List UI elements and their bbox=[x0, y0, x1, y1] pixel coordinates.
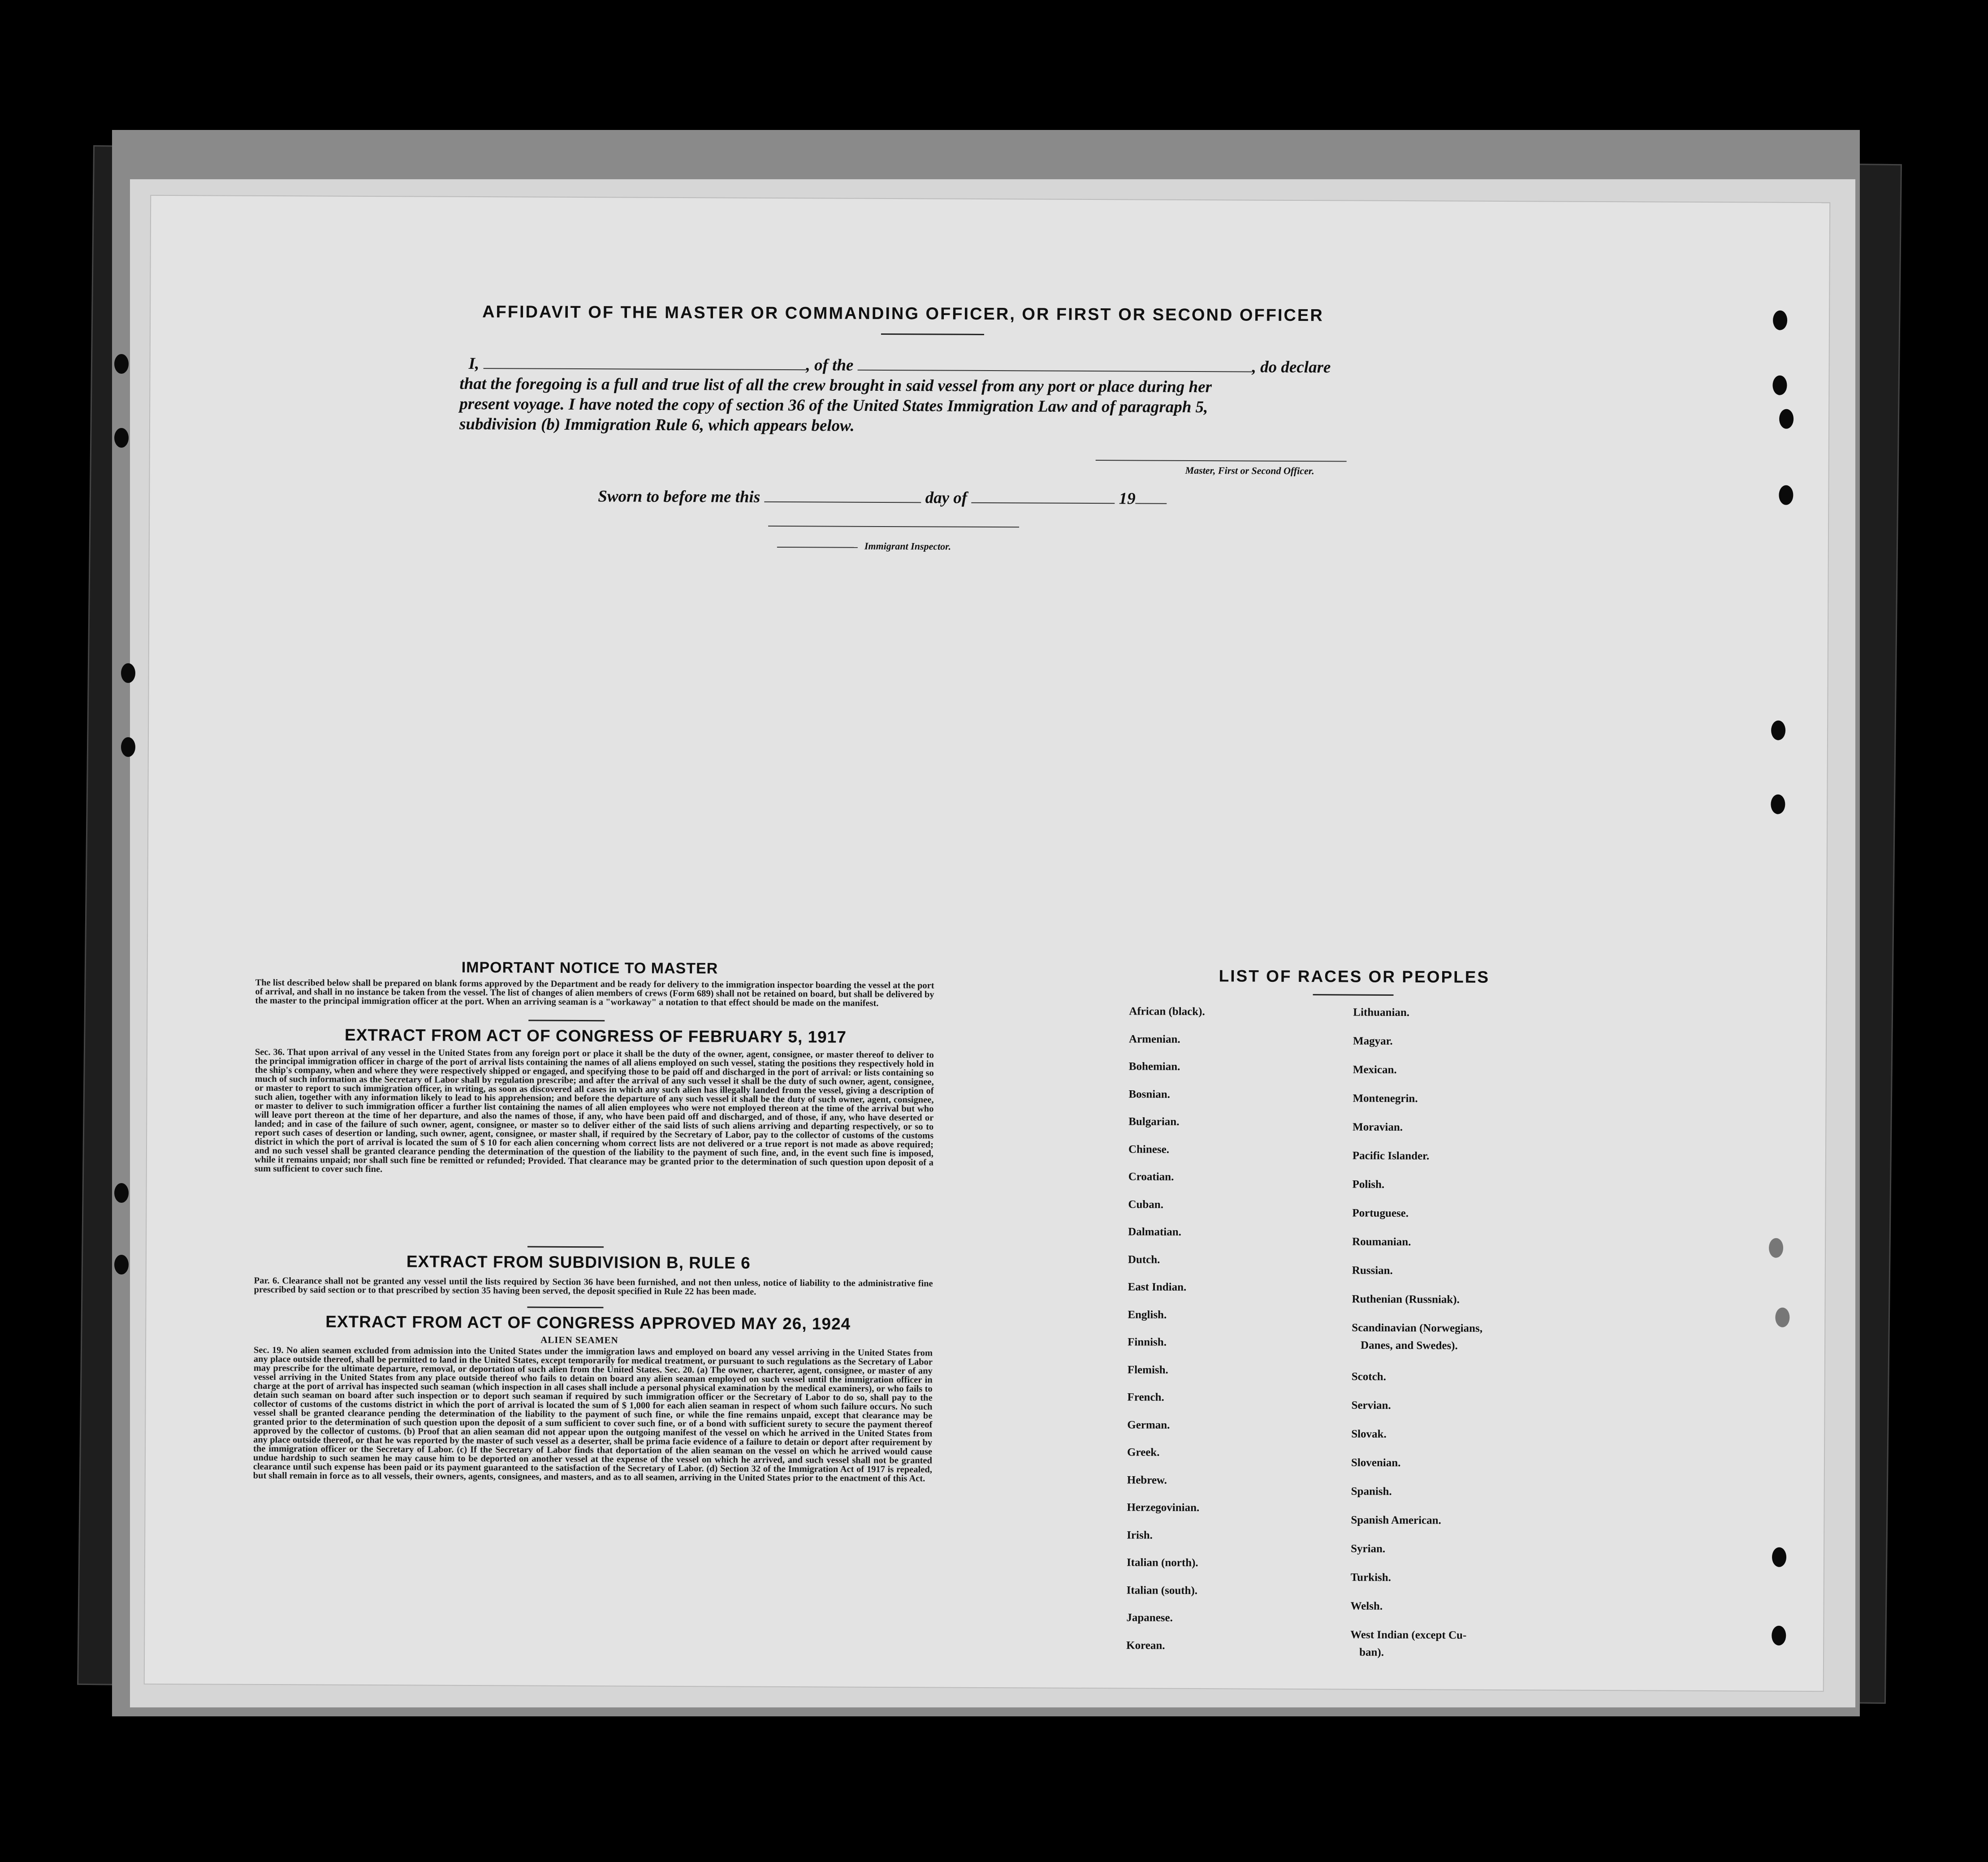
race-item: Danes, and Swedes). bbox=[1361, 1339, 1458, 1352]
divider bbox=[1313, 994, 1394, 996]
affidavit-page bbox=[145, 196, 1829, 1691]
officer-name-field[interactable] bbox=[483, 356, 806, 370]
race-item: Japanese. bbox=[1126, 1611, 1173, 1624]
affidavit-line-3: present voyage. I have noted the copy of section 36 of the United States Immigration Law and of paragraph 5, bbox=[459, 394, 1208, 417]
title-underline bbox=[881, 333, 984, 335]
inspector-short-line bbox=[777, 547, 858, 548]
binder-hole bbox=[121, 663, 135, 683]
race-item: Slovenian. bbox=[1351, 1456, 1401, 1469]
race-item: Hebrew. bbox=[1127, 1473, 1167, 1486]
race-item: Flemish. bbox=[1127, 1363, 1168, 1376]
race-item: Armenian. bbox=[1129, 1033, 1180, 1045]
binder-hole bbox=[1772, 1547, 1786, 1567]
race-item: East Indian. bbox=[1128, 1281, 1187, 1293]
race-item: Chinese. bbox=[1128, 1143, 1170, 1156]
race-item: Servian. bbox=[1351, 1399, 1391, 1412]
race-item: Syrian. bbox=[1351, 1542, 1386, 1555]
inspector-label: Immigrant Inspector. bbox=[864, 540, 951, 552]
alien-seamen-subtitle: ALIEN SEAMEN bbox=[540, 1334, 618, 1346]
race-item: Scandinavian (Norwegians, bbox=[1352, 1322, 1483, 1335]
race-item: Lithuanian. bbox=[1353, 1006, 1410, 1019]
binder-hole bbox=[1779, 485, 1793, 505]
i-label: I, bbox=[468, 354, 480, 373]
master-signature-label: Master, First or Second Officer. bbox=[1185, 464, 1314, 477]
notice-text: The list described below shall be prepared on blank forms approved by the Department and be ready for delivery to the immigration inspector boarding the vessel at the port of arrival, and shall in no instance be taken from the vessel. The list of changes of alien members of crews (Form 689) shall not be retained on board, but shall be delivered by the master to the principal immigration officer at the port. When an arriving seaman is a "workaway" a notation to that effect should be made on the manifest. bbox=[255, 977, 934, 1008]
race-item: Russian. bbox=[1352, 1264, 1393, 1277]
race-item: Polish. bbox=[1352, 1178, 1385, 1191]
day-of-label: day of bbox=[925, 488, 968, 507]
race-item: ban). bbox=[1359, 1646, 1384, 1659]
race-item: Slovak. bbox=[1351, 1428, 1387, 1440]
binder-hole bbox=[114, 428, 129, 448]
affidavit-title: AFFIDAVIT OF THE MASTER OR COMMANDING OFFICER, OR FIRST OR SECOND OFFICER bbox=[482, 302, 1324, 325]
race-item: Portuguese. bbox=[1352, 1207, 1409, 1220]
binder-hole bbox=[1772, 1626, 1786, 1646]
sworn-day-field[interactable] bbox=[764, 490, 921, 503]
race-item: West Indian (except Cu- bbox=[1350, 1629, 1467, 1642]
divider bbox=[527, 1307, 603, 1309]
race-item: Korean. bbox=[1126, 1639, 1165, 1652]
divider bbox=[527, 1246, 604, 1248]
binder-hole bbox=[114, 1255, 129, 1274]
binder-hole bbox=[1773, 311, 1787, 330]
race-item: French. bbox=[1127, 1391, 1164, 1404]
race-item: Montenegrin. bbox=[1353, 1092, 1418, 1105]
binder-hole bbox=[121, 737, 135, 757]
race-item: Scotch. bbox=[1351, 1370, 1386, 1383]
divider bbox=[528, 1020, 605, 1022]
race-item: Mexican. bbox=[1353, 1063, 1397, 1076]
affidavit-line-2: that the foregoing is a full and true list of all the crew brought in said vessel from any port or place during her bbox=[459, 374, 1212, 397]
affidavit-line-4: subdivision (b) Immigration Rule 6, which appears below. bbox=[459, 415, 855, 435]
race-item: Dalmatian. bbox=[1128, 1226, 1182, 1238]
race-item: Cuban. bbox=[1128, 1198, 1164, 1211]
race-item: Bohemian. bbox=[1128, 1060, 1180, 1073]
race-item: Welsh. bbox=[1350, 1600, 1383, 1612]
vessel-name-field[interactable] bbox=[858, 358, 1252, 372]
act-1917-title: EXTRACT FROM ACT OF CONGRESS OF FEBRUARY 5, 1917 bbox=[345, 1025, 847, 1046]
act-1917-text: Sec. 36. That upon arrival of any vessel in the United States from any foreign port or place it shall be the duty of the owner, agent, consignee, or master thereof to deliver to the principal immigration officer in charge of the port of arrival lists containing the names of all aliens employed on such vessel, stating the positions they respectively hold in the ship's company, when and where they were respectively shipped or engaged, and specifying those to be paid off and discharged in the port of arrival: or lists containing so much of such information as the Secretary of Labor shall by regulation prescribe; and after the arrival of any such vessel it shall be the duty of such owner, agent, consignee, or master to report to such immigration officer, in writing, as soon as discovered all cases in which any such alien has illegally landed from the vessel, giving a description of such alien, together with any information likely to lead to his apprehension; and before the departure of any such vessel it shall be the duty of such owner, agent, consignee, or master to deliver to such immigration officer a further list containing the names of all alien employees who were not employed thereon at the time of the arrival but who will leave port thereon at the time of her departure, and also the names of those, if any, who have been paid off and discharged, and of those, if any, who have deserted or landed; and in case of the failure of such owner, agent, consignee, or master so to deliver either of the said lists of such aliens arriving and departing respectively, or so to report such cases of desertion or landing, such owner, agent, consignee, or master shall, if required by the Secretary of Labor, pay to the collector of customs of the customs district in which the port of arrival is located the sum of $ 10 for each alien concerning whom correct lists are not delivered or a true report is not made as above required; and no such vessel shall be granted clearance pending the determination of the question of the liability to the payment of such fine, and, in the event such fine is imposed, while it remains unpaid; nor shall such fine be remitted or refunded; Provided. That clearance may be granted prior to the determination of such question upon deposit of a sum sufficient to cover such fine. bbox=[254, 1047, 934, 1175]
do-declare-label: , do declare bbox=[1252, 358, 1331, 377]
binder-hole bbox=[1769, 1238, 1783, 1258]
sworn-line bbox=[598, 487, 1167, 509]
race-item: Roumanian. bbox=[1352, 1236, 1411, 1249]
race-item: Italian (north). bbox=[1126, 1556, 1198, 1569]
race-item: Bulgarian. bbox=[1128, 1115, 1180, 1128]
sworn-month-field[interactable] bbox=[971, 491, 1115, 504]
race-item: Italian (south). bbox=[1126, 1584, 1198, 1597]
race-item: Ruthenian (Russniak). bbox=[1352, 1293, 1460, 1306]
binder-hole bbox=[1771, 721, 1785, 740]
race-item: Herzegovinian. bbox=[1127, 1501, 1200, 1514]
rule-6-title: EXTRACT FROM SUBDIVISION B, RULE 6 bbox=[406, 1252, 751, 1272]
rule-6-text: Par. 6. Clearance shall not be granted any vessel until the lists required by Section 36 have been furnished, and not then unless, notice of liability to the administrative fine prescribed by said section or to that prescribed by section 35 having been served, the deposit specified in Rule 22 has been made. bbox=[254, 1275, 933, 1297]
race-item: German. bbox=[1127, 1418, 1170, 1431]
races-title: LIST OF RACES OR PEOPLES bbox=[1219, 967, 1490, 986]
binder-hole bbox=[1771, 795, 1785, 814]
race-item: Bosnian. bbox=[1128, 1088, 1171, 1101]
race-item: African (black). bbox=[1129, 1005, 1205, 1018]
master-signature-line[interactable] bbox=[1096, 460, 1347, 462]
race-item: Moravian. bbox=[1353, 1121, 1403, 1134]
act-1924-text: Sec. 19. No alien seamen excluded from admission into the United States under the immigration laws and employed on board any vessel arriving in the United States from any place outside thereof, shall be permitted to land in the United States, except temporarily for medical treatment, or pursuant to such regulations as the Secretary of Labor may prescribe for the ultimate departure, removal, or deportation of such alien from the United States. Sec. 20. (a) The owner, charterer, agent, consignee, or master of any vessel arriving in the United States from any place outside thereof who fails to detain on board any alien seaman employed on such vessel until the immigration officer in charge at the port of arrival has inspected such seaman (which inspection in all cases shall include a personal physical examination by the medical examiners), or who fails to detain such seaman on board after such inspection or to deport such seaman if required by such immigration officer or the Secretary of Labor to do so, shall pay to the collector of customs of the customs district in which the port of arrival is located the sum of $ 1,000 for each alien seaman in respect of whom such failure occurs. No such vessel shall be granted clearance pending the determination of the liability to the payment of such fine, or while the fine remains unpaid, except that clearance may be granted prior to the determination of such question upon the deposit of a sum sufficient to cover such fine, or of a bond with sufficient surety to secure the payment thereof approved by the collector of customs. (b) Proof that an alien seaman did not appear upon the outgoing manifest of the vessel on which he arrived in the United States from any place outside thereof, or that he was reported by the master of such vessel as a deserter, shall be prima facie evidence of a failure to detain or deport after requirement by the immigration officer or the Secretary of Labor. (c) If the Secretary of Labor finds that deportation of the alien seaman on the vessel on which he arrived would cause undue hardship to such seamen he may cause him to be deported on another vessel at the expense of the vessel on which he arrived, and such vessel shall not be granted clearance until such expense has been paid or its payment guaranteed to the satisfaction of the Secretary of Labor. (d) Section 32 of the Immigration Act of 1917 is repealed, but shall remain in force as to all vessels, their owners, agents, consignees, and masters, and as to all seamen, arriving in the United States prior to the enactment of this Act. bbox=[253, 1345, 933, 1484]
binder-hole bbox=[114, 1183, 129, 1203]
race-item: Turkish. bbox=[1350, 1571, 1392, 1584]
binder-hole bbox=[1772, 376, 1787, 395]
year-label: 19 bbox=[1119, 489, 1136, 508]
race-item: Spanish American. bbox=[1351, 1514, 1441, 1527]
affidavit-line-1 bbox=[469, 354, 1331, 377]
race-item: Croatian. bbox=[1128, 1171, 1174, 1183]
race-item: Pacific Islander. bbox=[1352, 1149, 1430, 1162]
act-1924-title: EXTRACT FROM ACT OF CONGRESS APPROVED MAY 26, 1924 bbox=[325, 1312, 851, 1333]
notice-title: IMPORTANT NOTICE TO MASTER bbox=[461, 959, 718, 977]
sworn-year-field[interactable] bbox=[1136, 491, 1167, 504]
race-item: Dutch. bbox=[1128, 1253, 1160, 1266]
sworn-label: Sworn to before me this bbox=[598, 487, 761, 506]
of-the-label: , of the bbox=[806, 356, 854, 375]
race-item: Spanish. bbox=[1351, 1485, 1392, 1498]
inspector-signature-line[interactable] bbox=[768, 526, 1019, 527]
binder-hole bbox=[1775, 1308, 1789, 1327]
binder-hole bbox=[114, 354, 129, 374]
race-item: Irish. bbox=[1127, 1529, 1153, 1542]
race-item: Finnish. bbox=[1128, 1336, 1167, 1348]
race-item: Magyar. bbox=[1353, 1035, 1393, 1047]
race-item: English. bbox=[1128, 1308, 1167, 1321]
binder-hole bbox=[1779, 409, 1794, 429]
race-item: Greek. bbox=[1127, 1446, 1160, 1459]
